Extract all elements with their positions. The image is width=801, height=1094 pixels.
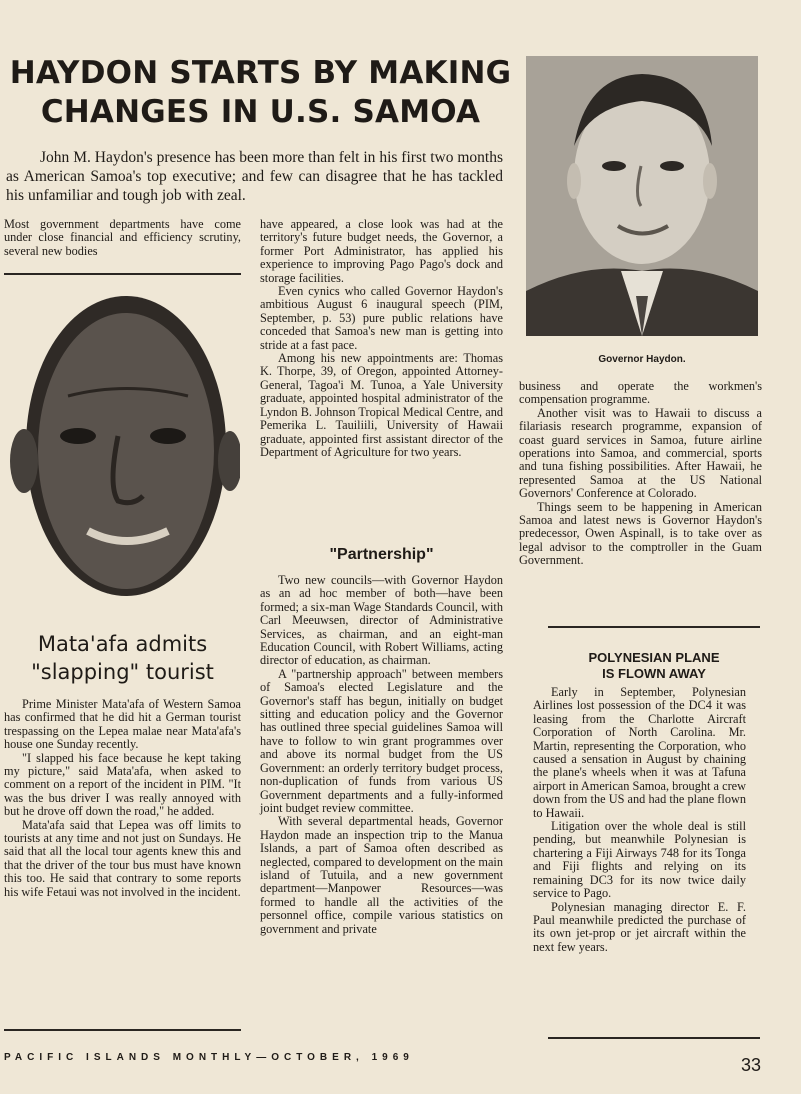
col2-top: [260, 218, 503, 459]
haydon-caption: Governor Haydon.: [598, 354, 686, 365]
rule-col1-bottom: [4, 1029, 241, 1031]
plane-paragraph: Litigation over the whole deal is still pending, but meanwhile Polynesian is chartering a Fiji Airways 748 for its Tonga and Fiji flights and relying on its remaining DC3 for its now twice daily service to Pago.: [533, 819, 746, 901]
mataafa-paragraph: "I slapped his face because he kept taking my picture," said Mata'afa, when asked to comment on a report of the incident in PIM. "It was the bus driver I was really annoyed with but he drove off down the road," he added.: [4, 750, 241, 819]
partnership-article: [260, 574, 503, 936]
col2-paragraph: Among his new appointments are: Thomas K. Thorpe, 39, of Oregon, appointed Attorney-General, Tagoa'i M. Tunoa, a Yale University graduate, appointed hospital administrator of the Lyndon B. Johnson Tropical Medical Centre, and Pemerika L. Tauiliili, University of Hawaii graduate, appointed first assistant director of the Department of Agriculture for two years.: [260, 351, 503, 459]
col3-paragraph: Things seem to be happening in American Samoa and latest news is Governor Haydon's predecessor, Owen Aspinall, is to take over as legal advisor to the comptroller in the Guam Government.: [519, 499, 762, 568]
mataafa-article: [4, 698, 241, 899]
rule-plane-top: [548, 626, 760, 628]
standfirst: John M. Haydon's presence has been more than felt in his first two months as American Samoa's top executive; and few can disagree that he has tackled his unfamiliar and tough job with zeal.: [6, 149, 503, 204]
portrait-mataafa: [8, 286, 240, 604]
magazine-footer: PACIFIC ISLANDS MONTHLY—OCTOBER, 1969: [4, 1052, 414, 1063]
plane-heading-line2: IS FLOWN AWAY: [602, 666, 706, 681]
partnership-paragraph: A "partnership approach" between members of Samoa's elected Legislature and the Governor's staff has begun, initially on budget sitting and education policy and the Governor has outlined three special guidelines Samoa will have to follow to win grant programmes over and above its normal budget from the US Government: an orderly territory budget process, non-duplication of funds from various US Government departments and a fully-informed joint budget review committee.: [260, 666, 503, 815]
mataafa-paragraph: Prime Minister Mata'afa of Western Samoa has confirmed that he did hit a German tourist trespassing on the Lepea malae near Mata'afa's house one Sunday recently.: [4, 697, 241, 752]
mataafa-heading-line1: Mata'afa admits: [37, 632, 208, 656]
col3-article: [519, 380, 762, 568]
col1-top-text: Most government departments have come under close financial and efficiency scrutiny, several new bodies: [4, 217, 241, 258]
col1-top: [4, 218, 241, 258]
rule-col1-top: [4, 273, 241, 275]
partnership-heading: "Partnership": [329, 546, 434, 563]
plane-heading-line1: POLYNESIAN PLANE: [588, 650, 720, 665]
plane-article: [533, 686, 746, 954]
plane-heading: [548, 650, 760, 682]
partnership-paragraph: Two new councils—with Governor Haydon as an ad hoc member of both—have been formed; a six-man Wage Standards Council, with Carl Meeuwsen, director of Administrative Services, as chairman, and an eight-man Education Council, with Robert Williams, acting director of education, as chairman.: [260, 573, 503, 668]
col3-paragraph: Another visit was to Hawaii to discuss a filariasis research programme, expansion of coast guard services in Samoa, future airline operations into Samoa, and commercial, sports and tuna fishing possibilities. After Hawaii, he represented Samoa at the US National Governors' Conference at Colorado.: [519, 405, 762, 501]
rule-plane-bottom: [548, 1037, 760, 1039]
plane-paragraph: Early in September, Polynesian Airlines lost possession of the DC4 it was leasing from the Charlotte Aircraft Corporation of North Carolina. Mr. Martin, representing the Corporation, who caused a sensation in August by chaining the plane's wheels when it was at Tafuna airport in American Samoa, brought a crew down from the US and had the plane flown to Hawaii.: [533, 685, 746, 820]
page-number: 33: [740, 1055, 761, 1075]
plane-paragraph: Polynesian managing director E. F. Paul meanwhile predicted the purchase of its own jet-prop or jet aircraft within the next few years.: [533, 899, 746, 954]
col3-paragraph: business and operate the workmen's compensation programme.: [519, 379, 762, 407]
col2-paragraph: have appeared, a close look was had at the territory's future budget needs, the Governor, a former Port Administrator, has applied his experience to improving Pago Pago's dock and storage facilities.: [260, 217, 503, 285]
mataafa-heading: [4, 630, 241, 686]
partnership-paragraph: With several departmental heads, Governor Haydon made an inspection trip to the Manua Islands, a part of Samoa often described as neglected, compared to development on the main island of Tutuila, and a new government department—Manpower Resources—was formed to handle all the activities of the personnel office, compile various statistics on government and private: [260, 814, 503, 936]
mataafa-heading-line2: "slapping" tourist: [31, 660, 214, 684]
col2-paragraph: Even cynics who called Governor Haydon's ambitious August 6 inaugural speech (PIM, September, p. 53) pure public relations have conceded that Samoa's new man is getting into stride at a fast pace.: [260, 284, 503, 352]
portrait-haydon: [526, 56, 758, 336]
headline: HAYDON STARTS BY MAKING CHANGES IN U.S. SAMOA: [9, 55, 512, 130]
mataafa-paragraph: Mata'afa said that Lepea was off limits to tourists at any time and not just on Sundays. He said that all the local tour agents knew this and that the driver of the tour bus must have known this too. He said that contrary to some reports his wife Fetaui was not involved in the incident.: [4, 817, 241, 899]
